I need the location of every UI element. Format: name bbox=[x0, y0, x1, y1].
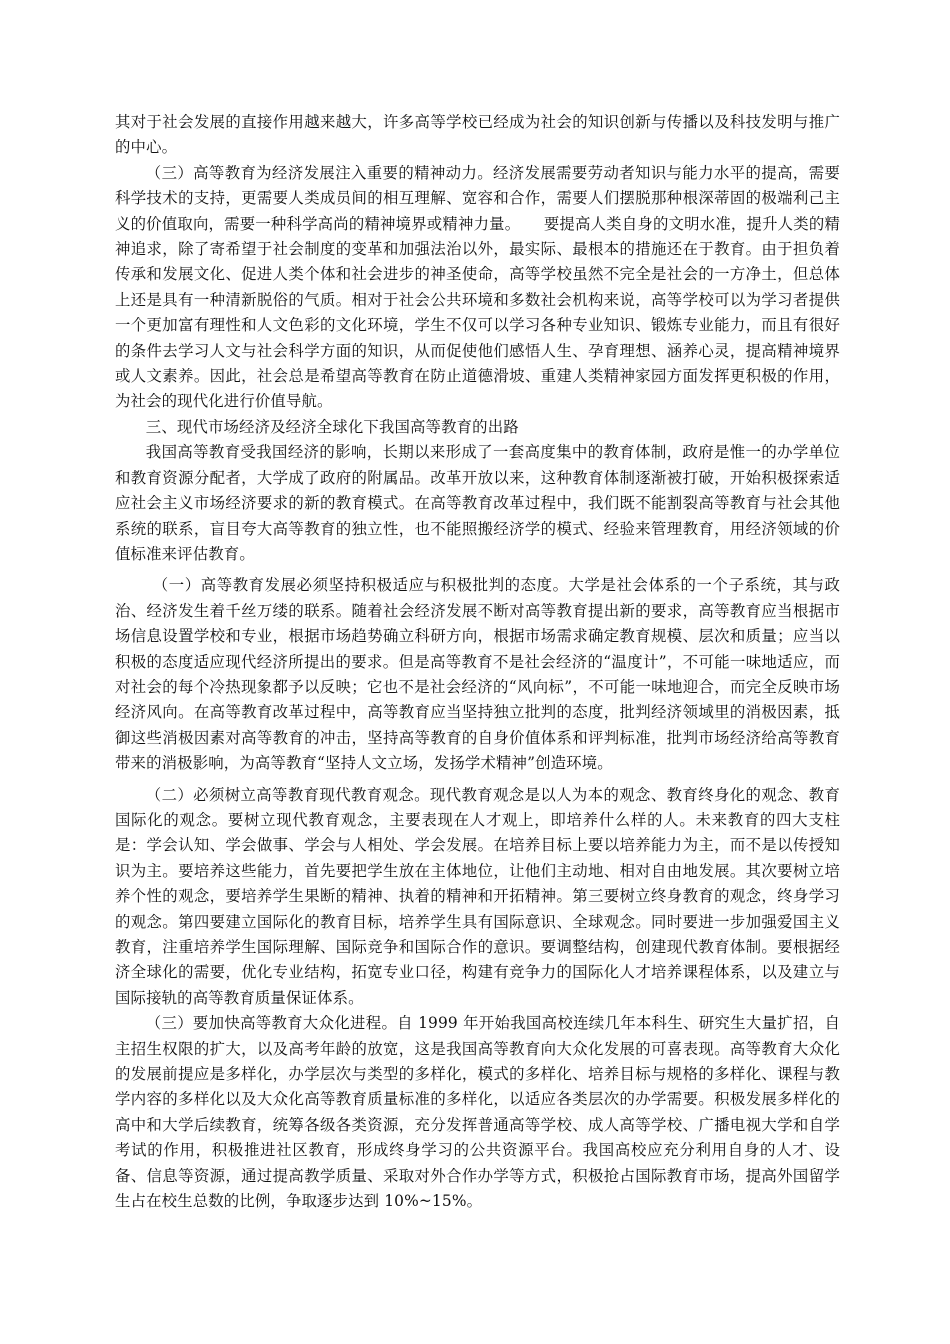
paragraph-continuation: 其对于社会发展的直接作用越来越大，许多高等学校已经成为社会的知识创新与传播以及科技发明与推广的中心。 bbox=[115, 113, 840, 157]
section-heading-3: 三、现代市场经济及经济全球化下我国高等教育的出路 bbox=[145, 417, 519, 436]
paragraph-spiritual-motivation: （三）高等教育为经济发展注入重要的精神动力。经济发展需要劳动者知识与能力水平的提高，需要科学技术的支持，更需要人类成员间的相互理解、宽容和合作，需要人们摆脱那种根深蒂固的极端利己主义的价值取向，需要一种科学高尚的精神境界或精神力量。 要提高人类自身的文明水准，提升人类的精神追求，除了寄希望于社会制度的变革和加强法治以外，最实际、最根本的措施还在于教育。由于担负着传承和发展文化、促进人类个体和社会进步的神圣使命，高等学校虽然不完全是社会的一方净土，但总体上还是具有一种清新脱俗的气质。相对于社会公共环境和多数社会机构来说，高等学校可以为学习者提供一个更加富有理性和人文色彩的文化环境，学生不仅可以学习各种专业知识、锻炼专业能力，而且有很好的条件去学习人文与社会科学方面的知识，从而促使他们感悟人生、孕育理想、涵养心灵，提高精神境界或人文素养。因此，社会总是希望高等教育在防止道德滑坡、重建人类精神家园方面发挥更积极的作用，为社会的现代化进行价值导航。 bbox=[115, 163, 840, 411]
paragraph-education-system: 我国高等教育受我国经济的影响，长期以来形成了一套高度集中的教育体制，政府是惟一的办学单位和教育资源分配者，大学成了政府的附属品。改革开放以来，这种教育体制逐渐被打破，开始积极探索适应社会主义市场经济要求的新的教育模式。在高等教育改革过程中，我们既不能割裂高等教育与社会其他系统的联系，盲目夸大高等教育的独立性，也不能照搬经济学的模式、经验来管理教育，用经济领域的价值标准来评估教育。 bbox=[115, 443, 840, 563]
document-body bbox=[115, 110, 840, 1214]
paragraph-massification: （三）要加快高等教育大众化进程。自 1999 年开始我国高校连续几年本科生、研究生大量扩招，自主招生权限的扩大，以及高考年龄的放宽，这是我国高等教育向大众化发展的可喜表现。高等教育大众化的发展前提应是多样化，办学层次与类型的多样化，模式的多样化、培养目标与规格的多样化、课程与教学内容的多样化以及大众化高等教育质量标准的多样化，以适应各类层次的办学需要。积极发展多样化的高中和大学后续教育，统筹各级各类资源，充分发挥普通高等学校、成人高等学校、广播电视大学和自学考试的作用，积极推进社区教育，形成终身学习的公共资源平台。我国高校应充分利用自身的人才、设备、信息等资源，通过提高教学质量、采取对外合作办学等方式，积极抢占国际教育市场，提高外国留学生占在校生总数的比例，争取逐步达到 10%~15%。 bbox=[115, 1014, 840, 1211]
paragraph-adapt-and-critique: （一）高等教育发展必须坚持积极适应与积极批判的态度。大学是社会体系的一个子系统，其与政治、经济发生着千丝万缕的联系。随着社会经济发展不断对高等教育提出新的要求，高等教育应当根据市场信息设置学校和专业，根据市场趋势确立科研方向，根据市场需求确定教育规模、层次和质量；应当以积极的态度适应现代经济所提出的要求。但是高等教育不是社会经济的“温度计”，不可能一味地适应，而对社会的每个冷热现象都予以反映；它也不是社会经济的“风向标”，不可能一味地迎合，而完全反映市场经济风向。在高等教育改革过程中，高等教育应当坚持独立批判的态度，批判经济领域里的消极因素，抵御这些消极因素对高等教育的冲击，坚持高等教育的自身价值体系和评判标准，批判市场经济给高等教育带来的消极影响，为高等教育“坚持人文立场，发扬学术精神”创造环境。 bbox=[115, 576, 840, 773]
paragraph-modern-education-concept: （二）必须树立高等教育现代教育观念。现代教育观念是以人为本的观念、教育终身化的观念、教育国际化的观念。要树立现代教育观念，主要表现在人才观上，即培养什么样的人。未来教育的四大支柱是：学会认知、学会做事、学会与人相处、学会发展。在培养目标上要以培养能力为主，而不是以传授知识为主。要培养这些能力，首先要把学生放在主体地位，让他们主动地、相对自由地发展。其次要树立培养个性的观念，要培养学生果断的精神、执着的精神和开拓精神。第三要树立终身教育的观念，终身学习的观念。第四要建立国际化的教育目标，培养学生具有国际意识、全球观念。同时要进一步加强爱国主义教育，注重培养学生国际理解、国际竞争和国际合作的意识。要调整结构，创建现代教育体制。要根据经济全球化的需要，优化专业结构，拓宽专业口径，构建有竞争力的国际化人才培养课程体系，以及建立与国际接轨的高等教育质量保证体系。 bbox=[115, 785, 840, 1007]
